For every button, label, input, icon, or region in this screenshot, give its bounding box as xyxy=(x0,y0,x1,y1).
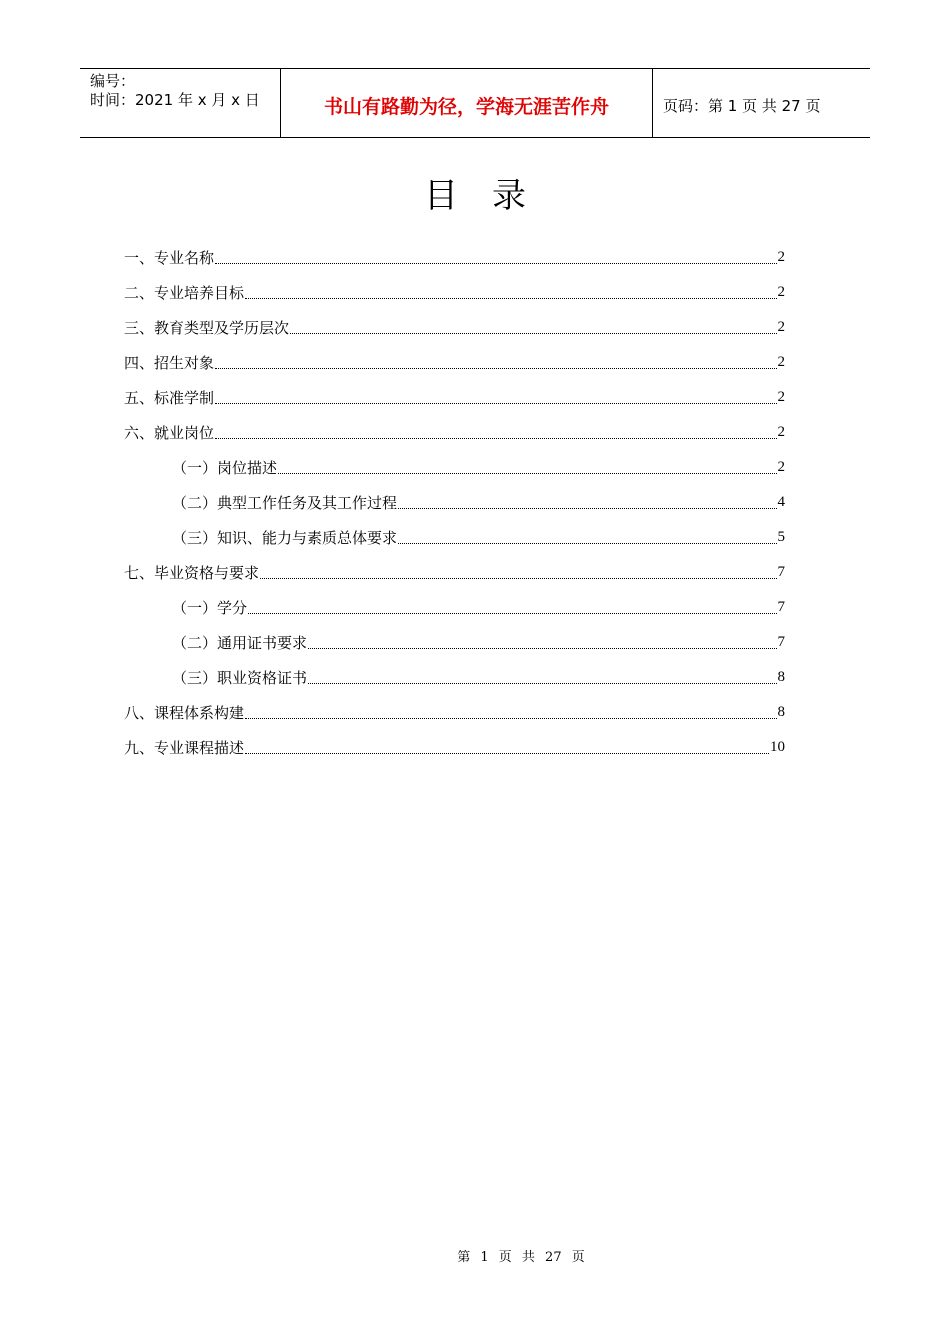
toc-entry[interactable] xyxy=(124,695,785,730)
toc-leader-dots xyxy=(215,367,776,369)
toc-entry-page: 8 xyxy=(777,704,785,720)
toc-leader-dots xyxy=(260,577,776,579)
toc-leader-dots xyxy=(245,297,776,299)
toc-entry-page: 7 xyxy=(777,634,785,650)
toc-entry-page: 10 xyxy=(770,739,785,755)
toc-entry-title: 四、招生对象 xyxy=(124,354,215,372)
toc-leader-dots xyxy=(398,542,776,544)
header-meta xyxy=(80,69,281,137)
page-header xyxy=(80,68,870,138)
toc-subentry[interactable] xyxy=(124,450,785,485)
toc-entry-title: 八、课程体系构建 xyxy=(124,704,245,722)
toc-entry-page: 2 xyxy=(777,389,785,405)
toc-entry-page: 2 xyxy=(777,459,785,475)
toc-entry-title: 六、就业岗位 xyxy=(124,424,215,442)
toc-leader-dots xyxy=(290,332,776,334)
toc-subentry[interactable] xyxy=(124,485,785,520)
toc-entry-page: 2 xyxy=(777,354,785,370)
toc-entry[interactable] xyxy=(124,555,785,590)
toc-entry-title: （三）职业资格证书 xyxy=(172,669,308,687)
toc-leader-dots xyxy=(248,612,776,614)
header-motto: 书山有路勤为径，学海无涯苦作舟 xyxy=(281,69,653,137)
toc-entry-title: 一、专业名称 xyxy=(124,249,215,267)
toc-subentry[interactable] xyxy=(124,625,785,660)
toc-entry[interactable] xyxy=(124,275,785,310)
toc-entry[interactable] xyxy=(124,310,785,345)
toc-subentry[interactable] xyxy=(124,590,785,625)
toc-leader-dots xyxy=(215,262,776,264)
table-of-contents xyxy=(124,240,785,765)
toc-leader-dots xyxy=(308,682,776,684)
toc-subentry[interactable] xyxy=(124,520,785,555)
toc-entry-page: 2 xyxy=(777,319,785,335)
toc-entry-title: 三、教育类型及学历层次 xyxy=(124,319,290,337)
toc-entry[interactable] xyxy=(124,730,785,765)
document-number-label: 编号： xyxy=(90,72,136,90)
toc-entry-title: （二）典型工作任务及其工作过程 xyxy=(172,494,398,512)
toc-leader-dots xyxy=(398,507,776,509)
toc-entry[interactable] xyxy=(124,240,785,275)
toc-leader-dots xyxy=(278,472,776,474)
toc-leader-dots xyxy=(308,647,776,649)
header-page-number: 页码：第 1 页 共 27 页 xyxy=(663,96,821,115)
toc-entry-page: 5 xyxy=(777,529,785,545)
toc-entry-title: 九、专业课程描述 xyxy=(124,739,245,757)
toc-entry-page: 2 xyxy=(777,249,785,265)
toc-entry[interactable] xyxy=(124,380,785,415)
toc-entry-title: （一）学分 xyxy=(172,599,248,617)
toc-entry-title: （二）通用证书要求 xyxy=(172,634,308,652)
toc-entry-title: 五、标准学制 xyxy=(124,389,215,407)
toc-entry-page: 2 xyxy=(777,424,785,440)
toc-subentry[interactable] xyxy=(124,660,785,695)
toc-entry[interactable] xyxy=(124,415,785,450)
toc-entry-title: （一）岗位描述 xyxy=(172,459,278,477)
page-footer: 第 1 页 共 27 页 xyxy=(457,1250,585,1265)
toc-entry-title: （三）知识、能力与素质总体要求 xyxy=(172,529,398,547)
toc-entry-page: 2 xyxy=(777,284,785,300)
page-title: 目录 xyxy=(424,176,560,216)
toc-leader-dots xyxy=(245,717,776,719)
toc-entry-page: 8 xyxy=(777,669,785,685)
toc-entry-page: 7 xyxy=(777,599,785,615)
toc-leader-dots xyxy=(245,752,769,754)
toc-entry[interactable] xyxy=(124,345,785,380)
toc-leader-dots xyxy=(215,437,776,439)
toc-entry-title: 二、专业培养目标 xyxy=(124,284,245,302)
document-date-label: 时间：2021 年 x 月 x 日 xyxy=(90,91,260,109)
toc-leader-dots xyxy=(215,402,776,404)
toc-entry-title: 七、毕业资格与要求 xyxy=(124,564,260,582)
toc-entry-page: 4 xyxy=(777,494,785,510)
toc-entry-page: 7 xyxy=(777,564,785,580)
